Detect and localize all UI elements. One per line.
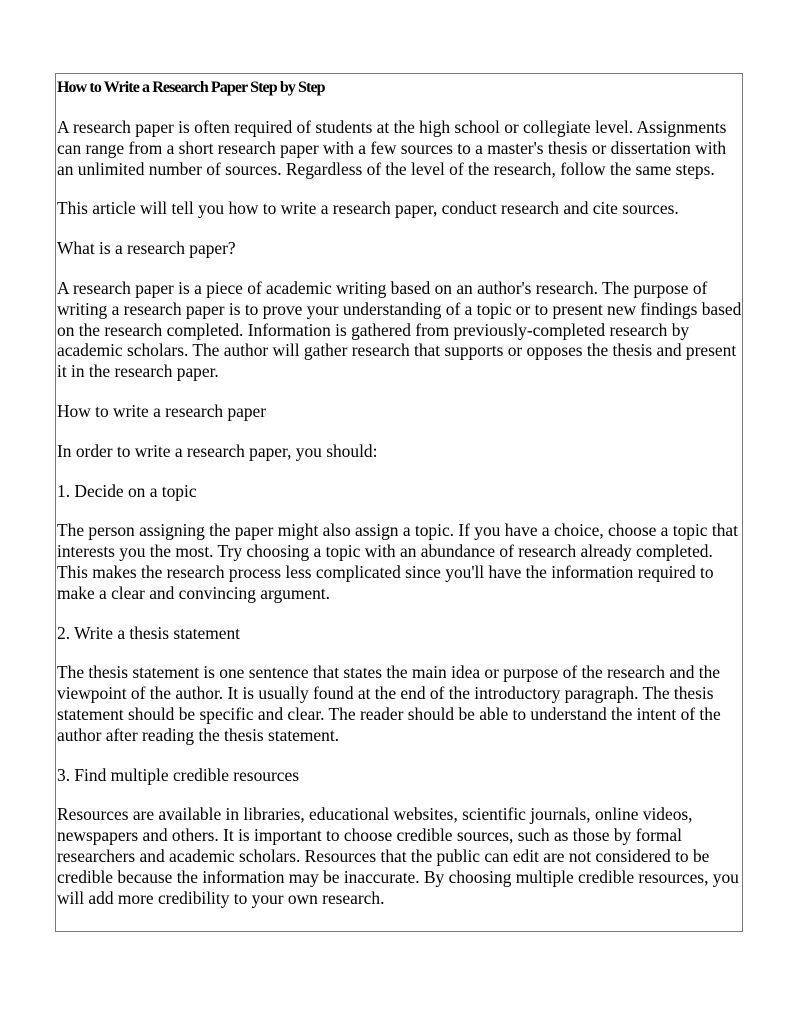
- spacer: [57, 179, 742, 198]
- document-frame: [55, 73, 743, 932]
- step-heading-resources: 3. Find multiple credible resources: [57, 764, 299, 785]
- spacer: [57, 604, 742, 623]
- paragraph-topic: The person assigning the paper might also assign a topic. If you have a choice, choose a topic that interests you the most. Try choosing a topic with an abundance of research already completed. This makes the research process less complicated since you'll have the information required to make a clear and convincing argument.: [57, 520, 738, 603]
- spacer: [57, 259, 742, 278]
- paragraph-resources: Resources are available in libraries, educational websites, scientific journals, online videos, newspapers and others. It is important to choose credible sources, such as those by formal researchers and academic scholars. Resources that the public can edit are not considered to be credible because the information may be inaccurate. By choosing multiple credible resources, you will add more credibility to your own research.: [57, 804, 739, 908]
- section-heading-how-to: How to write a research paper: [57, 400, 267, 421]
- paragraph-intro: A research paper is often required of students at the high school or collegiate level. Assignments can range from a short research paper with a few sources to a master's thesis or dissertation with an unlimited number of sources. Regardless of the level of the research, follow the same steps.: [57, 117, 727, 179]
- paragraph-steps-intro: In order to write a research paper, you should:: [57, 440, 378, 461]
- step-heading-thesis: 2. Write a thesis statement: [57, 622, 240, 643]
- spacer: [57, 643, 742, 662]
- paragraph-thesis: The thesis statement is one sentence that states the main idea or purpose of the research and the viewpoint of the author. It is usually found at the end of the introductory paragraph. The thesis statement should be specific and clear. The reader should be able to understand the intent of the author after reading the thesis statement.: [57, 662, 721, 745]
- spacer: [57, 382, 742, 401]
- spacer: [57, 785, 742, 804]
- spacer: [57, 501, 742, 520]
- section-heading-what-is: What is a research paper?: [57, 238, 236, 259]
- spacer: [57, 219, 742, 238]
- spacer: [57, 746, 742, 765]
- spacer: [57, 462, 742, 481]
- spacer: [57, 422, 742, 441]
- step-heading-topic: 1. Decide on a topic: [57, 480, 197, 501]
- paragraph-definition: A research paper is a piece of academic writing based on an author's research. The purpose of writing a research paper is to prove your understanding of a topic or to present new findings based on the research completed. Information is gathered from previously-completed research by academic scholars. The author will gather research that supports or opposes the thesis and present it in the research paper.: [57, 277, 742, 382]
- paragraph-overview: This article will tell you how to write a research paper, conduct research and cite sources.: [57, 198, 679, 219]
- document-title: How to Write a Research Paper Step by Step: [57, 79, 325, 96]
- spacer: [57, 98, 742, 117]
